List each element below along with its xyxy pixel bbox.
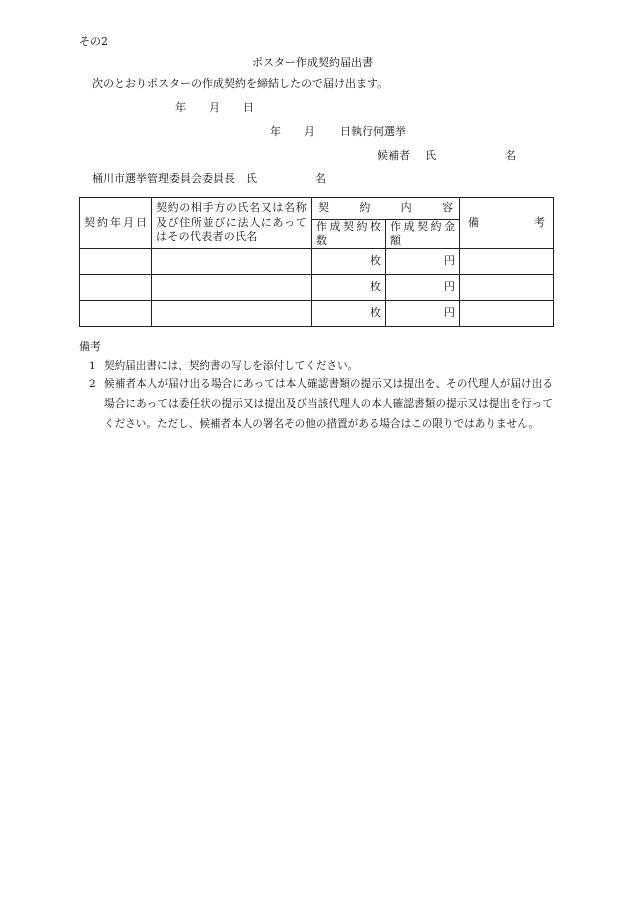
table-row (80, 301, 554, 327)
cell-counterparty[interactable] (152, 275, 312, 301)
note-item-2 (79, 374, 553, 454)
cell-poster-count[interactable] (312, 249, 386, 275)
cell-remarks[interactable] (460, 275, 554, 301)
year-label: 年 (175, 101, 186, 114)
cell-contract-date[interactable] (80, 275, 152, 301)
unit-sheets: 枚 (370, 306, 381, 320)
header-contract-date: 契約年月日 (80, 198, 152, 249)
contract-table (79, 197, 554, 327)
note-number: 2 (89, 378, 96, 390)
day-label: 日 (243, 101, 254, 114)
header-remarks: 備 考 (460, 198, 554, 249)
header-contract-content: 契 約 内 容 (312, 198, 460, 220)
unit-yen: 円 (444, 254, 455, 268)
cell-poster-count[interactable] (312, 275, 386, 301)
header-counterparty: 契約の相手方の氏名又は名称及び住所並びに法人にあってはその代表者の氏名 (152, 198, 312, 249)
election-line (270, 125, 430, 139)
cell-contract-date[interactable] (80, 249, 152, 275)
form-number: その2 (79, 35, 108, 48)
unit-sheets: 枚 (370, 254, 381, 268)
document-title: ポスター作成契約届出書 (252, 56, 373, 69)
intro-text: 次のとおりポスターの作成契約を締結したので届け出ます。 (92, 77, 389, 90)
addressee-mei-label: 名 (315, 172, 326, 185)
cell-remarks[interactable] (460, 249, 554, 275)
unit-yen: 円 (444, 280, 455, 294)
header-poster-count: 作成契約枚数 (312, 220, 386, 249)
note-number: 1 (89, 360, 96, 372)
note-item-1 (79, 356, 553, 376)
table-row (80, 275, 554, 301)
candidate-label: 候補者 (377, 149, 410, 162)
candidate-shi-label: 氏 (425, 149, 436, 162)
cell-remarks[interactable] (460, 301, 554, 327)
election-month-label: 月 (304, 125, 315, 138)
cell-contract-amount[interactable] (386, 249, 460, 275)
note-text: 契約届出書には、契約書の写しを添付してください。 (104, 360, 359, 372)
notes-heading: 備考 (79, 340, 101, 353)
candidate-mei-label: 名 (505, 149, 516, 162)
cell-contract-amount[interactable] (386, 275, 460, 301)
month-label: 月 (209, 101, 220, 114)
unit-yen: 円 (444, 306, 455, 320)
addressee-text: 桶川市選挙管理委員会委員長 氏 (92, 172, 257, 185)
cell-counterparty[interactable] (152, 249, 312, 275)
submission-date-line (175, 101, 255, 115)
unit-sheets: 枚 (370, 280, 381, 294)
cell-contract-date[interactable] (80, 301, 152, 327)
note-text: 候補者本人が届け出る場合にあっては本人確認書類の提示又は提出を、その代理人が届け出る場合にあっては委任状の提示又は提出及び当該代理人の本人確認書類の提示又は提出を行ってください。ただし、候補者本人の署名その他の措置がある場合はこの限りではありません。 (104, 378, 553, 430)
header-contract-amount: 作成契約金額 (386, 220, 460, 249)
addressee-line (92, 172, 332, 186)
cell-counterparty[interactable] (152, 301, 312, 327)
cell-poster-count[interactable] (312, 301, 386, 327)
cell-contract-amount[interactable] (386, 301, 460, 327)
election-year-label: 年 (270, 125, 281, 138)
election-name-label: 日執行何選挙 (340, 125, 406, 138)
candidate-line (377, 149, 527, 163)
table-row (80, 249, 554, 275)
